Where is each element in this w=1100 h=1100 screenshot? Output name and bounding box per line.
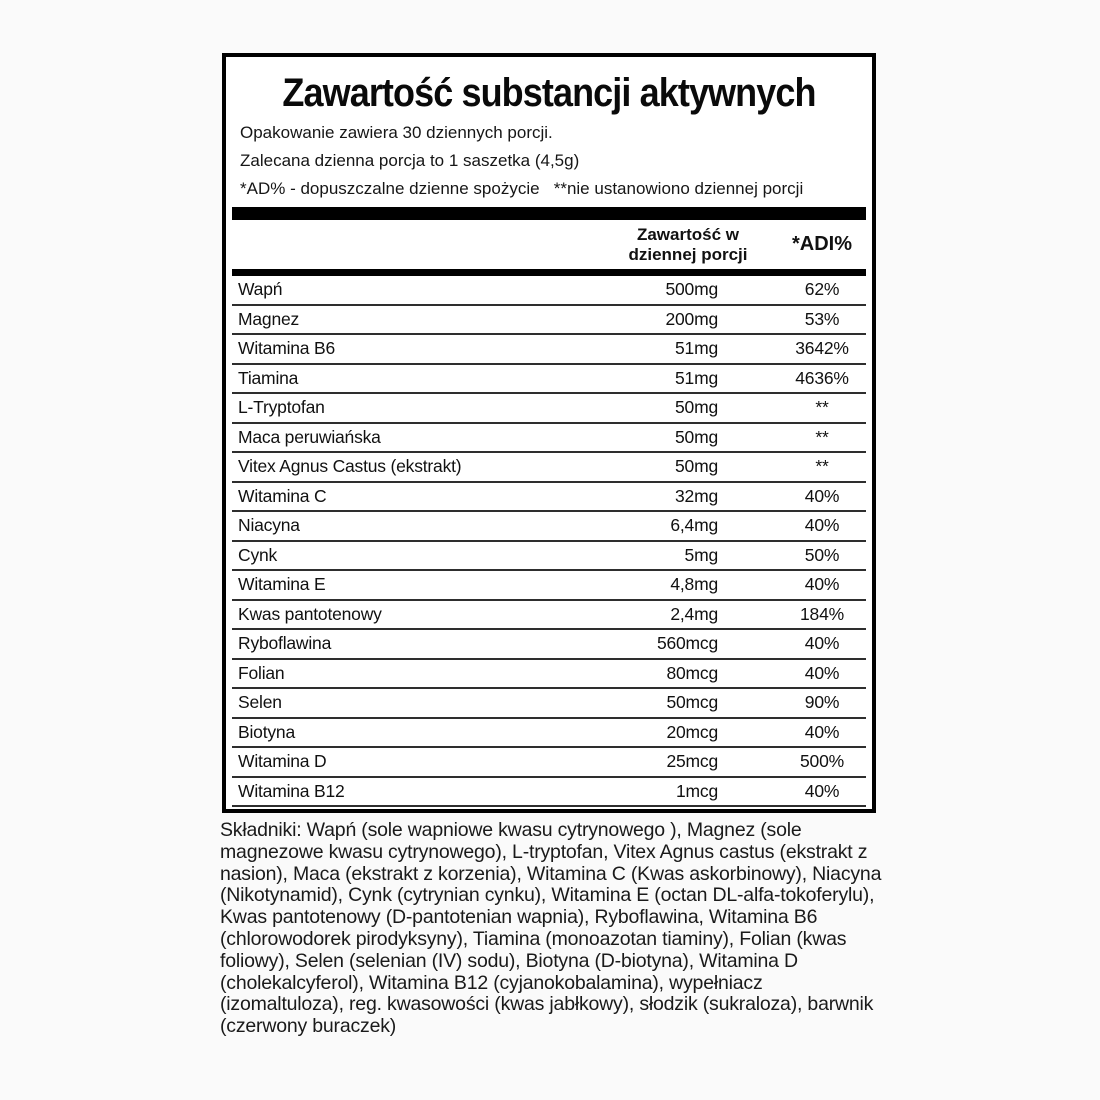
nutrient-amount: 200mg xyxy=(665,308,718,329)
table-row xyxy=(232,394,866,424)
nutrient-adi: 53% xyxy=(804,308,840,329)
amount-column-header-line2: dziennej porcji xyxy=(628,244,748,264)
nutrient-name: Tiamina xyxy=(238,367,299,388)
nutrient-name: Cynk xyxy=(238,544,278,565)
serving-info xyxy=(226,119,872,203)
nutrient-amount: 560mcg xyxy=(656,633,718,654)
nutrient-adi: ** xyxy=(815,426,829,447)
table-row xyxy=(232,542,866,572)
table-row xyxy=(232,748,866,778)
amount-column-header-line1: Zawartość w xyxy=(636,224,740,244)
adi-column-header: *ADI% xyxy=(791,233,852,255)
table-row xyxy=(232,630,866,660)
table-row xyxy=(232,483,866,513)
table-row xyxy=(232,306,866,336)
nutrient-adi: 90% xyxy=(804,692,840,713)
table-row xyxy=(232,424,866,454)
nutrient-amount: 51mg xyxy=(675,367,718,388)
table-row xyxy=(232,689,866,719)
nutrient-name: Folian xyxy=(238,662,285,683)
table-row xyxy=(232,660,866,690)
nutrient-amount: 1mcg xyxy=(676,780,718,801)
nutrient-adi: 40% xyxy=(804,662,840,683)
nutrient-name: Maca peruwiańska xyxy=(238,426,381,447)
nutrient-name: Niacyna xyxy=(238,515,300,536)
table-row xyxy=(232,601,866,631)
nutrient-adi: 40% xyxy=(804,780,840,801)
ingredients-text: Składniki: Wapń (sole wapniowe kwasu cytrynowego ), Magnez (sole magnezowe kwasu cytrynowego), L-tryptofan, Vitex Agnus castus (ekstrakt z nasion), Maca (ekstrakt z korzenia), Witamina C (Kwas askorbinowy), Niacyna (Nikotynamid), Cynk (cytrynian cynku), Witamina E (octan DL-alfa-tokoferylu), Kwas pantotenowy (D-pantotenian wapnia), Ryboflawina, Witamina B6 (chlorowodorek pirodyksyny), Tiamina (monoazotan tiaminy), Folian (kwas foliowy), Selen (selenian (IV) sodu), Biotyna (D-biotyna), Witamina D (cholekalcyferol), Witamina B12 (cyjanokobalamina), wypełniacz (izomaltuloza), reg. kwasowości (kwas jabłkowy), słodzik (sukraloza), barwnik (czerwony buraczek) xyxy=(220,819,882,1038)
nutrient-name: Kwas pantotenowy xyxy=(238,603,382,624)
nutrient-name: Wapń xyxy=(238,279,283,300)
serving-size-line: Zalecana dzienna porcja to 1 saszetka (4,5g) xyxy=(240,151,580,170)
nutrient-amount: 32mg xyxy=(675,485,718,506)
table-row xyxy=(232,335,866,365)
nutrient-adi: 40% xyxy=(804,485,840,506)
nutrient-adi: 500% xyxy=(800,751,844,772)
nutrient-amount: 500mg xyxy=(665,279,718,300)
nutrient-adi: 3642% xyxy=(795,338,849,359)
nutrient-name: L-Tryptofan xyxy=(238,397,325,418)
table-header-row xyxy=(232,220,866,269)
nutrient-adi: 40% xyxy=(804,515,840,536)
nutrient-amount: 25mcg xyxy=(666,751,718,772)
nutrient-amount: 20mcg xyxy=(666,721,718,742)
nutrient-name: Selen xyxy=(238,692,282,713)
panel-title: Zawartość substancji aktywnych xyxy=(282,71,816,115)
nutrient-amount: 5mg xyxy=(684,544,718,565)
table-row xyxy=(232,512,866,542)
supplement-facts-panel xyxy=(222,53,876,813)
table-row xyxy=(232,276,866,306)
amount-column-header xyxy=(598,225,778,265)
nutrient-name: Witamina B12 xyxy=(238,780,345,801)
nutrient-amount: 6,4mg xyxy=(670,515,718,536)
nutrient-name: Biotyna xyxy=(238,721,295,742)
nutrient-amount: 50mg xyxy=(675,397,718,418)
nutrient-name: Ryboflawina xyxy=(238,633,332,654)
table-row xyxy=(232,365,866,395)
nutrient-amount: 50mcg xyxy=(666,692,718,713)
table-row xyxy=(232,453,866,483)
table-row xyxy=(232,571,866,601)
nutrient-name: Witamina E xyxy=(238,574,326,595)
nutrient-adi: 40% xyxy=(804,574,840,595)
nutrient-name: Witamina C xyxy=(238,485,327,506)
nutrient-adi: ** xyxy=(815,397,829,418)
divider-bar-thick xyxy=(232,207,866,220)
nutrient-amount: 50mg xyxy=(675,426,718,447)
nutrient-adi: ** xyxy=(815,456,829,477)
nutrient-adi: 4636% xyxy=(795,367,849,388)
nutrient-amount: 50mg xyxy=(675,456,718,477)
nutrient-adi: 40% xyxy=(804,721,840,742)
nutrient-amount: 80mcg xyxy=(666,662,718,683)
nutrient-name: Witamina D xyxy=(238,751,327,772)
nutrient-adi: 40% xyxy=(804,633,840,654)
nutrient-amount: 2,4mg xyxy=(670,603,718,624)
nutrient-name: Witamina B6 xyxy=(238,338,335,359)
divider-bar-medium xyxy=(232,269,866,276)
nutrient-adi: 62% xyxy=(804,279,840,300)
nutrient-name: Magnez xyxy=(238,308,300,329)
serving-count-line: Opakowanie zawiera 30 dziennych porcji. xyxy=(240,123,553,142)
table-body xyxy=(232,276,866,807)
nutrient-adi: 50% xyxy=(804,544,840,565)
footnote-line: *AD% - dopuszczalne dzienne spożycie **nie ustanowiono dziennej porcji xyxy=(240,179,804,198)
table-row xyxy=(232,778,866,808)
table-row xyxy=(232,719,866,749)
nutrient-amount: 51mg xyxy=(675,338,718,359)
nutrient-adi: 184% xyxy=(800,603,844,624)
nutrient-amount: 4,8mg xyxy=(670,574,718,595)
nutrient-name: Vitex Agnus Castus (ekstrakt) xyxy=(238,456,462,477)
